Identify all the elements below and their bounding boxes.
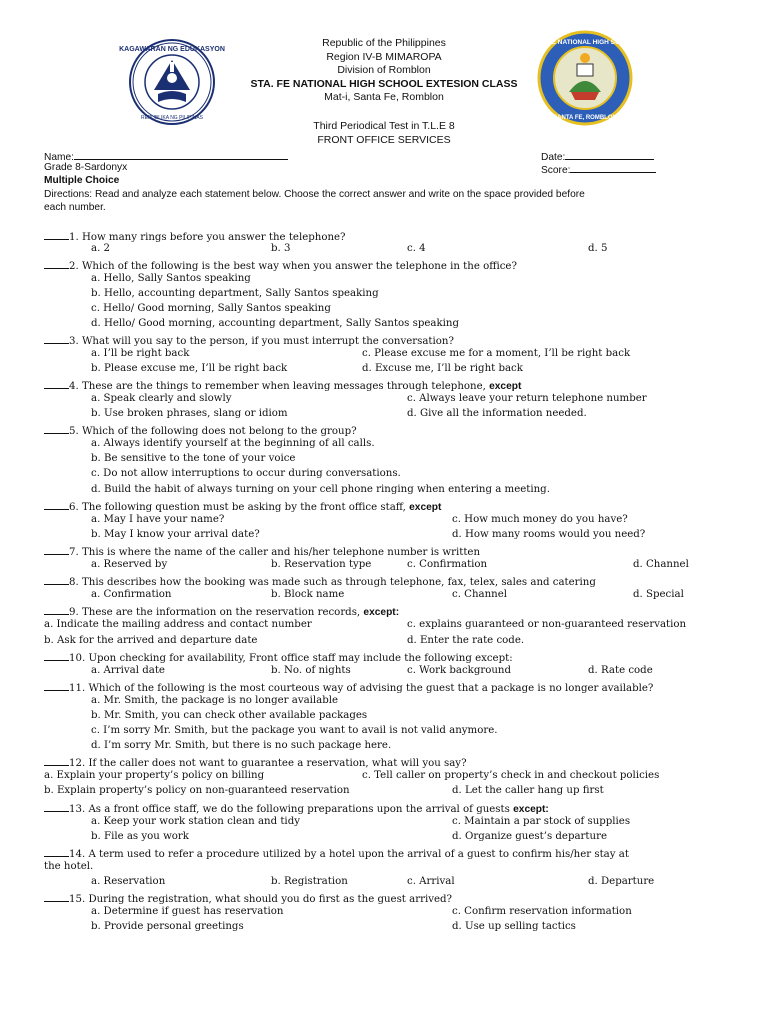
q7-choice-a: a. Reserved by (91, 559, 168, 570)
q13-choice-a: a. Keep your work station clean and tidy (91, 816, 300, 827)
answer-blank[interactable] (44, 423, 69, 434)
q13-choice-b: b. File as you work (91, 831, 189, 842)
answer-blank[interactable] (44, 680, 69, 691)
q12-choice-b: b. Explain property’s policy on non-guaranteed reservation (44, 785, 350, 796)
document-header (0, 37, 768, 105)
q5-choice-c: c. Do not allow interruptions to occur during conversations. (91, 468, 401, 479)
q10-choice-a: a. Arrival date (91, 665, 165, 676)
q14-choice-b: b. Registration (271, 876, 348, 887)
date-label: Date: (541, 152, 566, 163)
school-address: Mat-i, Santa Fe, Romblon (324, 91, 444, 103)
q11-choice-b: b. Mr. Smith, you can check other available packages (91, 710, 368, 721)
except-keyword: except (489, 381, 522, 392)
question-text: 8. This describes how the booking was made such as through telephone, fax, telex, sales and catering (69, 577, 596, 588)
q2-choice-d: d. Hello/ Good morning, accounting department, Sally Santos speaking (91, 318, 460, 329)
q1-choice-c: c. 4 (407, 243, 426, 254)
question-15 (44, 891, 452, 906)
except-keyword: except: (363, 607, 400, 618)
q14-choice-c: c. Arrival (407, 876, 455, 887)
header-line-1: Republic of the Philippines (322, 37, 446, 49)
q9-choice-a: a. Indicate the mailing address and contact number (44, 619, 312, 630)
header-line-3: Division of Romblon (337, 64, 431, 76)
school-seal-bottom-text: SANTA FE, ROMBLON (553, 115, 617, 121)
q8-choice-d: d. Special (633, 589, 684, 600)
question-text: 3. What will you say to the person, if you must interrupt the conversation? (69, 336, 454, 347)
test-type: Multiple Choice (44, 175, 120, 186)
q8-choice-a: a. Confirmation (91, 589, 172, 600)
question-text: 11. Which of the following is the most courteous way of advising the guest that a package is no longer available? (69, 683, 654, 694)
q2-choice-c: c. Hello/ Good morning, Sally Santos speaking (91, 303, 331, 314)
q10-choice-c: c. Work background (407, 665, 512, 676)
name-blank[interactable] (74, 149, 288, 160)
q6-choice-b: b. May I know your arrival date? (91, 529, 260, 540)
q9-choice-d: d. Enter the rate code. (407, 635, 525, 646)
question-text: 15. During the registration, what should you do first as the guest arrived? (69, 894, 452, 905)
question-3 (44, 333, 454, 348)
q14-choice-a: a. Reservation (91, 876, 166, 887)
question-9 (44, 604, 399, 619)
question-6 (44, 499, 441, 514)
question-text: 6. The following question must be asking by the front office staff, (69, 502, 410, 513)
question-14-wrap: the hotel. (44, 861, 94, 872)
q10-choice-d: d. Rate code (588, 665, 653, 676)
q1-choice-d: d. 5 (588, 243, 608, 254)
deped-seal-text: KAGAWARAN NG EDUKASYON (119, 46, 225, 53)
question-text: 10. Upon checking for availability, Front office staff may include the following except: (69, 653, 513, 664)
q14-choice-d: d. Departure (588, 876, 655, 887)
q2-choice-a: a. Hello, Sally Santos speaking (91, 273, 251, 284)
directions-line-2: each number. (44, 202, 106, 213)
q15-choice-c: c. Confirm reservation information (452, 906, 632, 917)
q10-choice-b: b. No. of nights (271, 665, 351, 676)
q13-choice-c: c. Maintain a par stock of supplies (452, 816, 631, 827)
question-text: 9. These are the information on the reservation records, (69, 607, 364, 618)
answer-blank[interactable] (44, 801, 69, 812)
q6-choice-d: d. How many rooms would you need? (452, 529, 646, 540)
question-12 (44, 755, 467, 770)
question-text: 2. Which of the following is the best way when you answer the telephone in the office? (69, 261, 517, 272)
q3-choice-c: c. Please excuse me for a moment, I’ll be right back (362, 348, 631, 359)
question-14 (44, 846, 629, 861)
grade-section: Grade 8-Sardonyx (44, 162, 128, 173)
q9-choice-c: c. explains guaranteed or non-guaranteed reservation (407, 619, 687, 630)
q15-choice-b: b. Provide personal greetings (91, 921, 244, 932)
question-text: 12. If the caller does not want to guarantee a reservation, what will you say? (69, 758, 467, 769)
except-keyword: except: (513, 804, 549, 815)
deped-seal-bottom-text: REPUBLIKA NG PILIPINAS (141, 115, 203, 121)
date-blank[interactable] (565, 149, 654, 160)
answer-blank[interactable] (44, 499, 69, 510)
q15-choice-d: d. Use up selling tactics (452, 921, 576, 932)
q5-choice-a: a. Always identify yourself at the beginning of all calls. (91, 438, 375, 449)
except-keyword: except (409, 502, 442, 513)
q4-choice-c: c. Always leave your return telephone number (407, 393, 647, 404)
question-11 (44, 680, 653, 695)
q6-choice-a: a. May I have your name? (91, 514, 225, 525)
answer-blank[interactable] (44, 650, 69, 661)
test-title-block (0, 120, 768, 147)
score-label: Score: (541, 165, 571, 176)
question-text: 1. How many rings before you answer the telephone? (69, 232, 346, 243)
question-text: 14. A term used to refer a procedure utilized by a hotel upon the arrival of a guest to confirm his/her stay at (69, 849, 629, 860)
answer-blank[interactable] (44, 544, 69, 555)
question-7 (44, 544, 480, 559)
q7-choice-b: b. Reservation type (271, 559, 372, 570)
q13-choice-d: d. Organize guest’s departure (452, 831, 607, 842)
test-subject: FRONT OFFICE SERVICES (317, 133, 451, 146)
q5-choice-d: d. Build the habit of always turning on your cell phone ringing when entering a meeting. (91, 484, 550, 495)
answer-blank[interactable] (44, 574, 69, 585)
q3-choice-b: b. Please excuse me, I’ll be right back (91, 363, 288, 374)
q3-choice-d: d. Excuse me, I’ll be right back (362, 363, 523, 374)
answer-blank[interactable] (44, 891, 69, 902)
score-field (541, 162, 656, 177)
score-blank[interactable] (570, 162, 656, 173)
question-2 (44, 258, 517, 273)
q4-choice-b: b. Use broken phrases, slang or idiom (91, 408, 288, 419)
q7-choice-d: d. Channel (633, 559, 689, 570)
header-line-2: Region IV-B MIMAROPA (326, 50, 442, 63)
q9-choice-b: b. Ask for the arrived and departure date (44, 635, 258, 646)
q15-choice-a: a. Determine if guest has reservation (91, 906, 284, 917)
q12-choice-d: d. Let the caller hang up first (452, 785, 604, 796)
q8-choice-c: c. Channel (452, 589, 508, 600)
question-5 (44, 423, 357, 438)
q8-choice-b: b. Block name (271, 589, 345, 600)
school-name: STA. FE NATIONAL HIGH SCHOOL EXTESION CLASS (250, 77, 518, 90)
answer-blank[interactable] (44, 604, 69, 615)
q12-choice-a: a. Explain your property’s policy on billing (44, 770, 265, 781)
name-label: Name: (44, 152, 75, 163)
q1-choice-b: b. 3 (271, 243, 291, 254)
question-8 (44, 574, 596, 589)
school-seal-text: STA. FE NATIONAL HIGH SCHOOL (531, 39, 639, 46)
q1-choice-a: a. 2 (91, 243, 111, 254)
q3-choice-a: a. I’ll be right back (91, 348, 190, 359)
q11-choice-c: c. I’m sorry Mr. Smith, but the package you want to avail is not valid anymore. (91, 725, 498, 736)
q2-choice-b: b. Hello, accounting department, Sally Santos speaking (91, 288, 379, 299)
q12-choice-c: c. Tell caller on property’s check in and checkout policies (362, 770, 660, 781)
question-13 (44, 801, 549, 816)
q11-choice-a: a. Mr. Smith, the package is no longer available (91, 695, 339, 706)
q6-choice-c: c. How much money do you have? (452, 514, 628, 525)
test-title: Third Periodical Test in T.L.E 8 (313, 120, 455, 132)
question-text: 4. These are the things to remember when leaving messages through telephone, (69, 381, 490, 392)
question-10 (44, 650, 513, 665)
q11-choice-d: d. I’m sorry Mr. Smith, but there is no such package here. (91, 740, 392, 751)
question-text: 7. This is where the name of the caller and his/her telephone number is written (69, 547, 481, 558)
answer-blank[interactable] (44, 846, 69, 857)
q4-choice-a: a. Speak clearly and slowly (91, 393, 232, 404)
answer-blank[interactable] (44, 258, 69, 269)
q5-choice-b: b. Be sensitive to the tone of your voice (91, 453, 296, 464)
question-1 (44, 229, 346, 244)
q7-choice-c: c. Confirmation (407, 559, 488, 570)
answer-blank[interactable] (44, 333, 69, 344)
answer-blank[interactable] (44, 229, 69, 240)
answer-blank[interactable] (44, 755, 69, 766)
question-text: 13. As a front office staff, we do the following preparations upon the arrival of guests (69, 804, 514, 815)
question-text: 5. Which of the following does not belong to the group? (69, 426, 357, 437)
directions-line-1: Directions: Read and analyze each statement below. Choose the correct answer and write on the space provided before (44, 189, 585, 200)
question-4 (44, 378, 521, 393)
answer-blank[interactable] (44, 378, 69, 389)
q4-choice-d: d. Give all the information needed. (407, 408, 587, 419)
